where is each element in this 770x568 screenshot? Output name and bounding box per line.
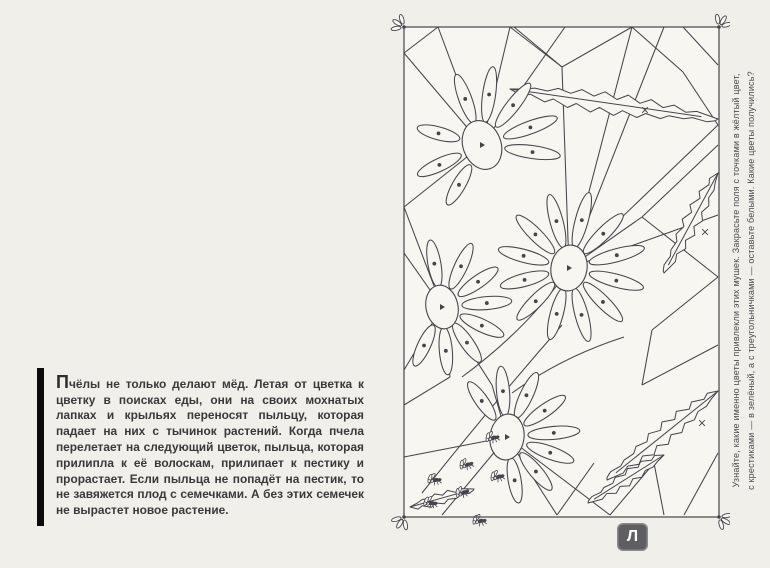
dot-mark [552,431,556,435]
dot-mark [531,150,535,154]
dot-mark [485,301,489,305]
coloring-puzzle [390,13,730,532]
dot-mark [438,163,442,167]
dot-mark [437,131,441,135]
dot-mark [601,232,605,236]
dot-mark [525,393,529,397]
dot-mark [432,262,436,266]
paragraph-text: чёлы не только делают мёд. Летая от цветка к цветку в поисках еды, они на своих мохнатых лапках и крыльях переносят пыльцу, которая падает на них с тычинок растений. Когда пчела перелетает на следующий цветок, пыльца, которая прилипла к её волоскам, прилипает к пестику и прорастает. Если пыльца не попадёт на пестик, то не завяжется плод с семечками. А без этих семечек не вырастет новое растение. [56,376,364,518]
paragraph-accent-bar [37,368,44,526]
dot-mark [457,183,461,187]
dot-mark [534,470,538,474]
caption-line-1: Узнайте, какие именно цветы привлекли этих мушек. Закрасьте поля с точками в жёлтый цвет, [731,73,741,488]
dot-mark [513,478,517,482]
dot-mark [580,218,584,222]
dot-mark [459,264,463,268]
corner-flourish-icon [391,14,406,31]
drop-cap: П [56,371,69,392]
dot-mark [601,300,605,304]
dot-mark [480,324,484,328]
dot-mark [511,103,515,107]
dot-mark [555,312,559,316]
dot-mark [487,93,491,97]
dot-mark [614,279,618,283]
dot-mark [501,389,505,393]
watermark-letter: Л [626,528,639,545]
dot-mark [534,233,538,237]
dot-mark [543,409,547,413]
dot-mark [463,97,467,101]
dot-mark [444,349,448,353]
dot-mark [422,344,426,348]
dot-mark [523,278,527,282]
dot-mark [476,280,480,284]
caption-line-2: с крестиками — в зелёный, а с треугольничками — оставьте белыми. Какие цветы получились? [746,71,756,490]
dot-mark [522,254,526,258]
dot-mark [580,313,584,317]
dot-mark [465,341,469,345]
dot-mark [615,253,619,257]
dot-mark [555,219,559,223]
corner-flourish-icon [391,515,408,530]
dot-mark [528,125,532,129]
dot-mark [548,451,552,455]
labirint-watermark [617,523,648,551]
dot-mark [480,399,484,403]
dot-mark [534,299,538,303]
bee-paragraph [56,371,364,519]
vertical-caption [729,28,763,533]
